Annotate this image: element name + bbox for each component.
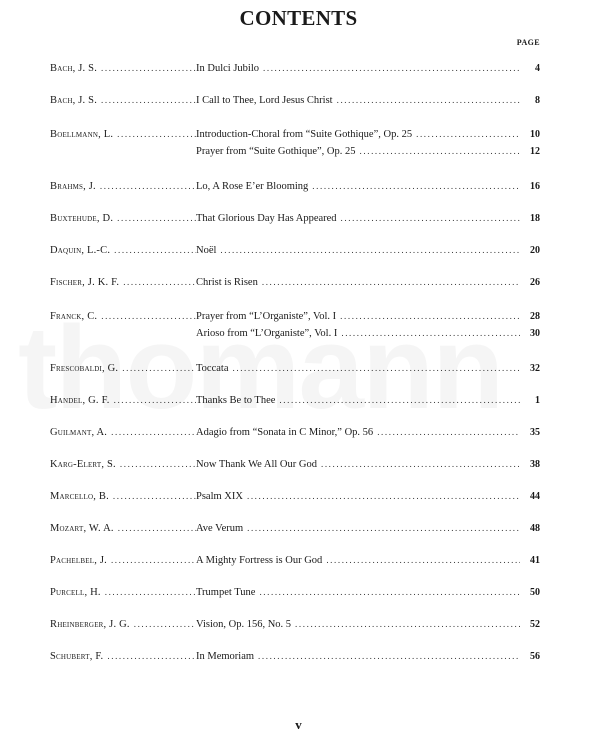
dot-leader: [275, 392, 520, 409]
composer-name: Frescobaldi, G.: [50, 362, 119, 374]
dot-leader: [258, 274, 520, 291]
contents-entry: [50, 608, 540, 640]
composer-name: Mozart, W. A.: [50, 522, 114, 534]
composer-cell: [50, 424, 196, 441]
contents-line: [50, 392, 540, 409]
page-number: 18: [530, 212, 540, 224]
contents-line: [50, 143, 540, 160]
dot-leader: [110, 242, 196, 259]
composer-cell: [50, 616, 196, 633]
dot-leader: [101, 584, 196, 601]
contents-entry: [50, 640, 540, 672]
page-number: 26: [530, 276, 540, 288]
page-number: 52: [530, 618, 540, 630]
contents-line: [50, 520, 540, 537]
contents-entry: [50, 116, 540, 170]
composer-name: Handel, G. F.: [50, 394, 110, 406]
composer-name: Pachelbel, J.: [50, 554, 107, 566]
composer-name: Guilmant, A.: [50, 426, 108, 438]
page-number: 44: [530, 490, 540, 502]
composer-name: Buxtehude, D.: [50, 212, 114, 224]
contents-line: [50, 60, 540, 77]
composer-cell: [50, 210, 196, 227]
dot-leader: [119, 274, 196, 291]
contents-line: [50, 488, 540, 505]
contents-entry: [50, 170, 540, 202]
contents-entry: [50, 202, 540, 234]
work-title: In Dulci Jubilo: [196, 62, 259, 74]
work-title: A Mighty Fortress is Our God: [196, 554, 323, 566]
work-title: Thanks Be to Thee: [196, 394, 276, 406]
composer-name: Fischer, J. K. F.: [50, 276, 120, 288]
dot-leader: [412, 126, 520, 143]
contents-entry: [50, 234, 540, 266]
contents-list: [50, 52, 540, 672]
contents-entry: [50, 448, 540, 480]
contents-entry: [50, 576, 540, 608]
contents-line: [50, 424, 540, 441]
contents-line: [50, 360, 540, 377]
work-title: Now Thank We All Our God: [196, 458, 317, 470]
page-number: 56: [530, 650, 540, 662]
composer-cell: [50, 274, 196, 291]
dot-leader: [114, 520, 196, 537]
contents-line: [50, 210, 540, 227]
composer-cell: [50, 456, 196, 473]
composer-name: Karg-Elert, S.: [50, 458, 116, 470]
contents-line: [50, 584, 540, 601]
work-title: Lo, A Rose E’er Blooming: [196, 180, 309, 192]
dot-leader: [107, 424, 196, 441]
work-title: Prayer from “Suite Gothique”, Op. 25: [196, 146, 356, 157]
work-title: Toccata: [196, 362, 229, 374]
dot-leader: [254, 648, 520, 665]
work-title: Psalm XIX: [196, 490, 243, 502]
dot-leader: [243, 488, 520, 505]
dot-leader: [107, 552, 196, 569]
page-number: 30: [530, 328, 540, 339]
composer-cell: [50, 360, 196, 377]
composer-cell: [50, 178, 196, 195]
page-number: 50: [530, 586, 540, 598]
contents-line: [50, 456, 540, 473]
dot-leader: [97, 60, 196, 77]
page-number: 28: [530, 311, 540, 322]
page-number: 32: [530, 362, 540, 374]
contents-entry: [50, 416, 540, 448]
contents-entry: [50, 52, 540, 84]
composer-name: Rheinberger, J. G.: [50, 618, 130, 630]
work-title: Vision, Op. 156, No. 5: [196, 618, 292, 630]
contents-entry: [50, 266, 540, 298]
dot-leader: [97, 92, 196, 109]
dot-leader: [336, 308, 520, 325]
dot-leader: [103, 648, 196, 665]
page-number: 12: [530, 146, 540, 157]
page-number: 1: [535, 394, 540, 406]
contents-line: [50, 178, 540, 195]
dot-leader: [96, 178, 196, 195]
contents-line: [50, 308, 540, 325]
work-title: Adagio from “Sonata in C Minor,” Op. 56: [196, 426, 374, 438]
page-number: 48: [530, 522, 540, 534]
contents-entry: [50, 384, 540, 416]
dot-leader: [113, 126, 196, 143]
composer-name: Boellmann, L.: [50, 129, 114, 140]
contents-entry: [50, 352, 540, 384]
contents-line: [50, 648, 540, 665]
composer-cell: [50, 552, 196, 569]
page-number: 20: [530, 244, 540, 256]
contents-line: [50, 126, 540, 143]
dot-leader: [216, 242, 520, 259]
contents-line: [50, 552, 540, 569]
composer-name: Schubert, F.: [50, 650, 104, 662]
contents-entry: [50, 512, 540, 544]
dot-leader: [110, 392, 196, 409]
dot-leader: [255, 584, 520, 601]
composer-name: Purcell, H.: [50, 586, 101, 598]
contents-line: [50, 242, 540, 259]
work-title: Trumpet Tune: [196, 586, 256, 598]
page-number: 8: [535, 94, 540, 106]
work-title: Arioso from “L’Organiste”, Vol. I: [196, 328, 338, 339]
dot-leader: [259, 60, 520, 77]
page-column-header: PAGE: [516, 38, 540, 47]
composer-cell: [50, 126, 196, 143]
page-number-footer: v: [295, 717, 302, 732]
composer-name: Brahms, J.: [50, 180, 96, 192]
contents-entry: [50, 298, 540, 352]
dot-leader: [229, 360, 521, 377]
page-title: CONTENTS: [239, 6, 358, 30]
composer-cell: [50, 488, 196, 505]
work-title: Ave Verum: [196, 522, 244, 534]
dot-leader: [356, 143, 520, 160]
dot-leader: [118, 360, 196, 377]
dot-leader: [337, 325, 520, 342]
dot-leader: [308, 178, 520, 195]
contents-line: [50, 274, 540, 291]
composer-cell: [50, 648, 196, 665]
composer-cell: [50, 520, 196, 537]
dot-leader: [291, 616, 520, 633]
work-title: That Glorious Day Has Appeared: [196, 212, 337, 224]
work-title: In Memoriam: [196, 650, 255, 662]
contents-line: [50, 616, 540, 633]
contents-line: [50, 325, 540, 342]
composer-cell: [50, 60, 196, 77]
dot-leader: [109, 488, 196, 505]
composer-name: Bach, J. S.: [50, 94, 98, 106]
work-title: Noël: [196, 244, 217, 256]
dot-leader: [333, 92, 520, 109]
composer-cell: [50, 92, 196, 109]
page-number: 10: [530, 129, 540, 140]
dot-leader: [337, 210, 520, 227]
dot-leader: [97, 308, 196, 325]
composer-name: Marcello, B.: [50, 490, 109, 502]
composer-cell: [50, 584, 196, 601]
page-number: 4: [535, 62, 540, 74]
contents-entry: [50, 84, 540, 116]
page-number: 35: [530, 426, 540, 438]
work-title: I Call to Thee, Lord Jesus Christ: [196, 94, 333, 106]
contents-entry: [50, 544, 540, 576]
composer-name: Bach, J. S.: [50, 62, 98, 74]
page-number: 16: [530, 180, 540, 192]
dot-leader: [322, 552, 520, 569]
composer-cell: [50, 392, 196, 409]
page-number: 38: [530, 458, 540, 470]
dot-leader: [243, 520, 520, 537]
page-number: 41: [530, 554, 540, 566]
dot-leader: [116, 456, 196, 473]
dot-leader: [317, 456, 520, 473]
work-title: Introduction-Choral from “Suite Gothique”, Op. 25: [196, 129, 413, 140]
contents-line: [50, 92, 540, 109]
composer-name: Daquin, L.-C.: [50, 244, 111, 256]
dot-leader: [130, 616, 196, 633]
composer-name: Franck, C.: [50, 311, 98, 322]
composer-cell: [50, 308, 196, 325]
dot-leader: [113, 210, 196, 227]
contents-entry: [50, 480, 540, 512]
work-title: Prayer from “L’Organiste”, Vol. I: [196, 311, 337, 322]
work-title: Christ is Risen: [196, 276, 258, 288]
composer-cell: [50, 242, 196, 259]
dot-leader: [373, 424, 520, 441]
